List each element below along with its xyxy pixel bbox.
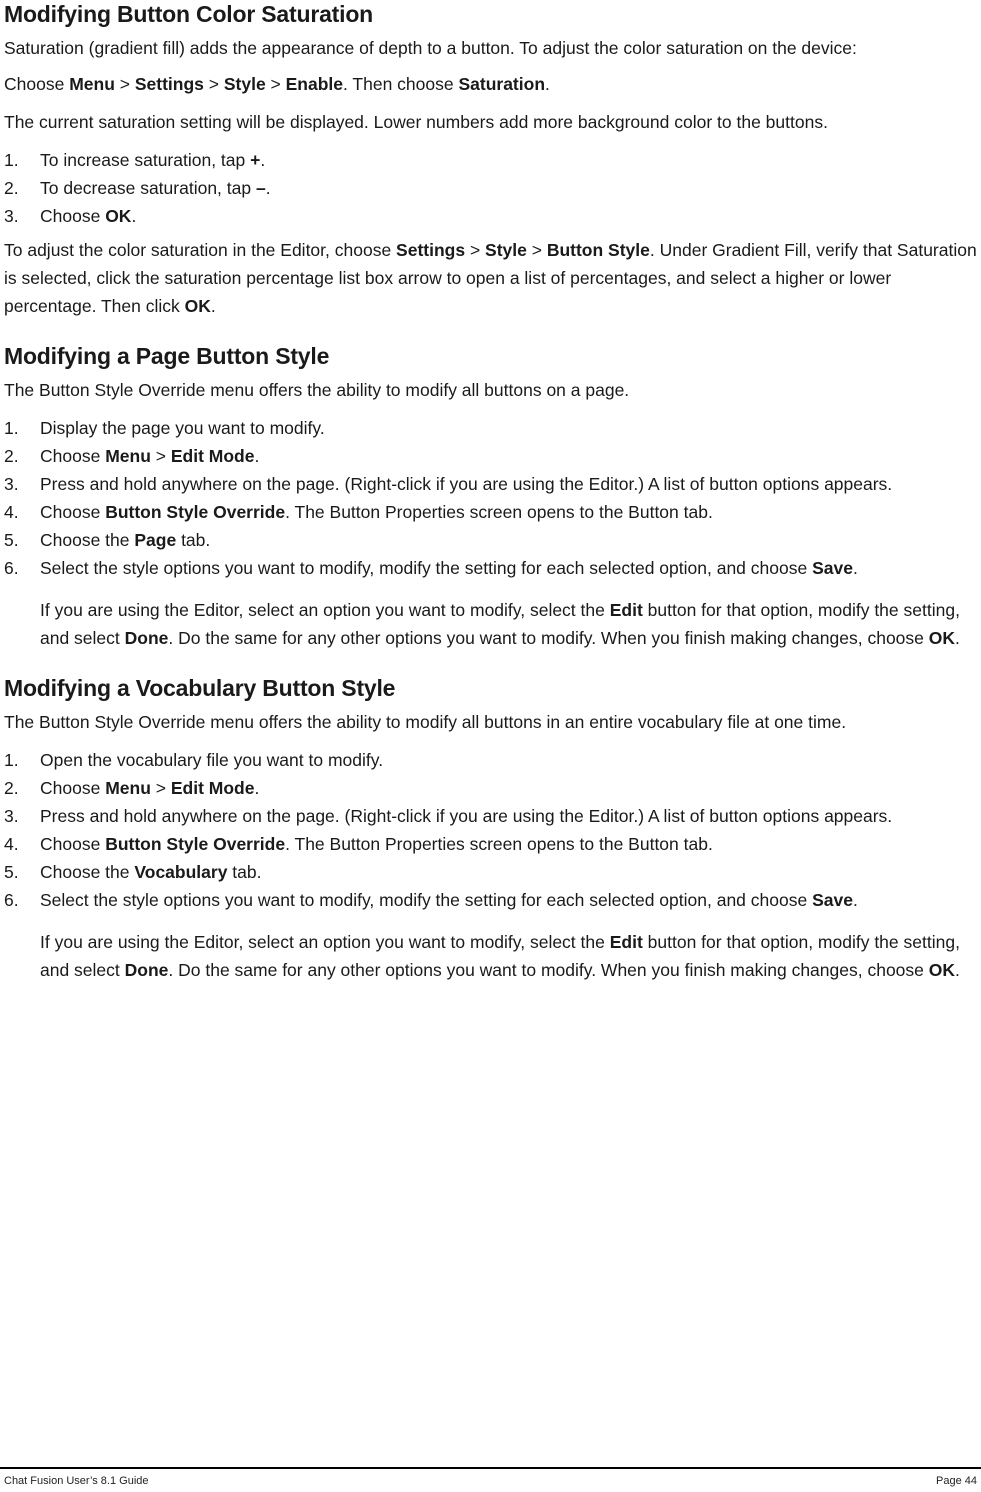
list-item — [4, 858, 979, 886]
menu-term: Menu — [69, 74, 115, 94]
list-item — [4, 498, 979, 526]
bold-term: OK — [105, 206, 132, 226]
edit-mode-term: Edit Mode — [170, 778, 255, 798]
bold-term: Save — [812, 558, 853, 578]
text: > — [465, 240, 486, 260]
list-item — [4, 414, 979, 442]
step-number: 5. — [4, 862, 19, 882]
bold-term: Page — [134, 530, 177, 550]
edit-term: Edit — [609, 600, 643, 620]
footer-divider — [0, 1467, 981, 1469]
saturation-current-note: The current saturation setting will be displayed. Lower numbers add more background color to the buttons. — [4, 112, 828, 132]
heading-button-color-saturation: Modifying Button Color Saturation — [4, 1, 374, 27]
bold-term: Button Style Override — [105, 834, 286, 854]
text: . — [545, 74, 550, 94]
list-item — [4, 886, 979, 914]
text: Choose the — [40, 530, 135, 550]
text: . — [955, 628, 960, 648]
step-number: 1. — [4, 150, 19, 170]
step-number: 6. — [4, 558, 19, 578]
text: To decrease saturation, tap — [40, 178, 256, 198]
list-item — [4, 202, 979, 230]
step-number: 2. — [4, 178, 19, 198]
text: . — [852, 890, 858, 910]
step-number: 2. — [4, 778, 19, 798]
list-item — [4, 554, 979, 582]
step-number: 4. — [4, 502, 19, 522]
settings-term: Settings — [134, 74, 204, 94]
text: Choose — [4, 74, 70, 94]
text: Choose — [40, 502, 106, 522]
text: button for that option, modify the setting, and select — [40, 932, 960, 980]
page-style-editor-note — [4, 596, 979, 652]
ok-term: OK — [928, 628, 956, 648]
settings-term: Settings — [396, 240, 466, 260]
step-number: 1. — [4, 418, 19, 438]
text: Open the vocabulary file you want to modify. — [40, 750, 384, 770]
text: . — [852, 558, 858, 578]
text: > — [265, 74, 286, 94]
list-item — [4, 774, 979, 802]
document-page — [4, 0, 979, 984]
done-term: Done — [124, 628, 169, 648]
text: > — [114, 74, 135, 94]
page-style-steps — [4, 414, 979, 582]
step-number: 2. — [4, 446, 19, 466]
text: . — [254, 446, 260, 466]
list-item — [4, 526, 979, 554]
text: Display the page you want to modify. — [40, 418, 325, 438]
text: . — [210, 296, 216, 316]
done-term: Done — [124, 960, 169, 980]
heading-vocabulary-button-style: Modifying a Vocabulary Button Style — [4, 675, 396, 701]
bold-term: Save — [812, 890, 853, 910]
step-number: 3. — [4, 474, 19, 494]
list-item — [4, 174, 979, 202]
bold-term: + — [250, 150, 261, 170]
vocabulary-style-steps — [4, 746, 979, 914]
step-number: 3. — [4, 206, 19, 226]
text: To adjust the color saturation in the Editor, choose — [4, 240, 397, 260]
text: Press and hold anywhere on the page. (Right-click if you are using the Editor.) A list of button options appears. — [40, 806, 893, 826]
text: . The Button Properties screen opens to the Button tab. — [285, 502, 713, 522]
list-item — [4, 470, 979, 498]
text: Choose — [40, 206, 106, 226]
text: > — [150, 778, 171, 798]
text: Choose the — [40, 862, 135, 882]
text: Select the style options you want to modify, modify the setting for each selected option, and choose — [40, 890, 813, 910]
step-number: 3. — [4, 806, 19, 826]
text: button for that option, modify the setting, and select — [40, 600, 960, 648]
menu-term: Menu — [105, 446, 151, 466]
text: . Do the same for any other options you want to modify. When you finish making changes, choose — [168, 960, 929, 980]
text: > — [150, 446, 171, 466]
text: > — [203, 74, 224, 94]
ok-term: OK — [928, 960, 956, 980]
text: . The Button Properties screen opens to the Button tab. — [285, 834, 713, 854]
edit-term: Edit — [609, 932, 643, 952]
text: . — [254, 778, 260, 798]
list-item — [4, 442, 979, 470]
text: Select the style options you want to modify, modify the setting for each selected option, and choose — [40, 558, 813, 578]
text: Choose — [40, 778, 106, 798]
text: . — [131, 206, 137, 226]
saturation-device-path — [4, 70, 979, 98]
footer-page-number: Page 44 — [936, 1475, 977, 1487]
bold-term: Button Style Override — [105, 502, 286, 522]
saturation-intro: Saturation (gradient fill) adds the appearance of depth to a button. To adjust the color saturation on the device: — [4, 38, 857, 58]
step-number: 4. — [4, 834, 19, 854]
menu-term: Menu — [105, 778, 151, 798]
text: . Then choose — [343, 74, 459, 94]
step-number: 6. — [4, 890, 19, 910]
heading-page-button-style: Modifying a Page Button Style — [4, 343, 330, 369]
text: . — [265, 178, 271, 198]
footer-guide-title: Chat Fusion User’s 8.1 Guide — [4, 1475, 149, 1487]
list-item — [4, 802, 979, 830]
bold-term: – — [255, 178, 266, 198]
text: tab. — [176, 530, 211, 550]
enable-term: Enable — [285, 74, 344, 94]
page-style-intro: The Button Style Override menu offers the ability to modify all buttons on a page. — [4, 380, 630, 400]
saturation-term: Saturation — [458, 74, 546, 94]
saturation-editor-instructions — [4, 236, 979, 320]
edit-mode-term: Edit Mode — [170, 446, 255, 466]
step-number: 5. — [4, 530, 19, 550]
style-term: Style — [223, 74, 266, 94]
list-item — [4, 146, 979, 174]
text: . — [955, 960, 960, 980]
vocabulary-style-intro: The Button Style Override menu offers the ability to modify all buttons in an entire vocabulary file at one time. — [4, 712, 847, 732]
text: . Do the same for any other options you want to modify. When you finish making changes, choose — [168, 628, 929, 648]
button-style-term: Button Style — [546, 240, 650, 260]
vocabulary-style-editor-note — [4, 928, 979, 984]
saturation-steps — [4, 146, 979, 230]
text: > — [526, 240, 547, 260]
text: . Under Gradient Fill, verify that Saturation is selected, click the saturation percentage list box arrow to open a list of percentages, and select a higher or lower percentage. Then click — [4, 240, 977, 316]
text: If you are using the Editor, select an option you want to modify, select the — [40, 932, 610, 952]
list-item — [4, 746, 979, 774]
text: To increase saturation, tap — [40, 150, 251, 170]
ok-term: OK — [184, 296, 211, 316]
text: Choose — [40, 446, 106, 466]
text: . — [260, 150, 266, 170]
bold-term: Vocabulary — [134, 862, 228, 882]
text: Choose — [40, 834, 106, 854]
text: tab. — [227, 862, 262, 882]
text: Press and hold anywhere on the page. (Right-click if you are using the Editor.) A list of button options appears. — [40, 474, 893, 494]
list-item — [4, 830, 979, 858]
step-number: 1. — [4, 750, 19, 770]
text: If you are using the Editor, select an option you want to modify, select the — [40, 600, 610, 620]
style-term: Style — [485, 240, 527, 260]
